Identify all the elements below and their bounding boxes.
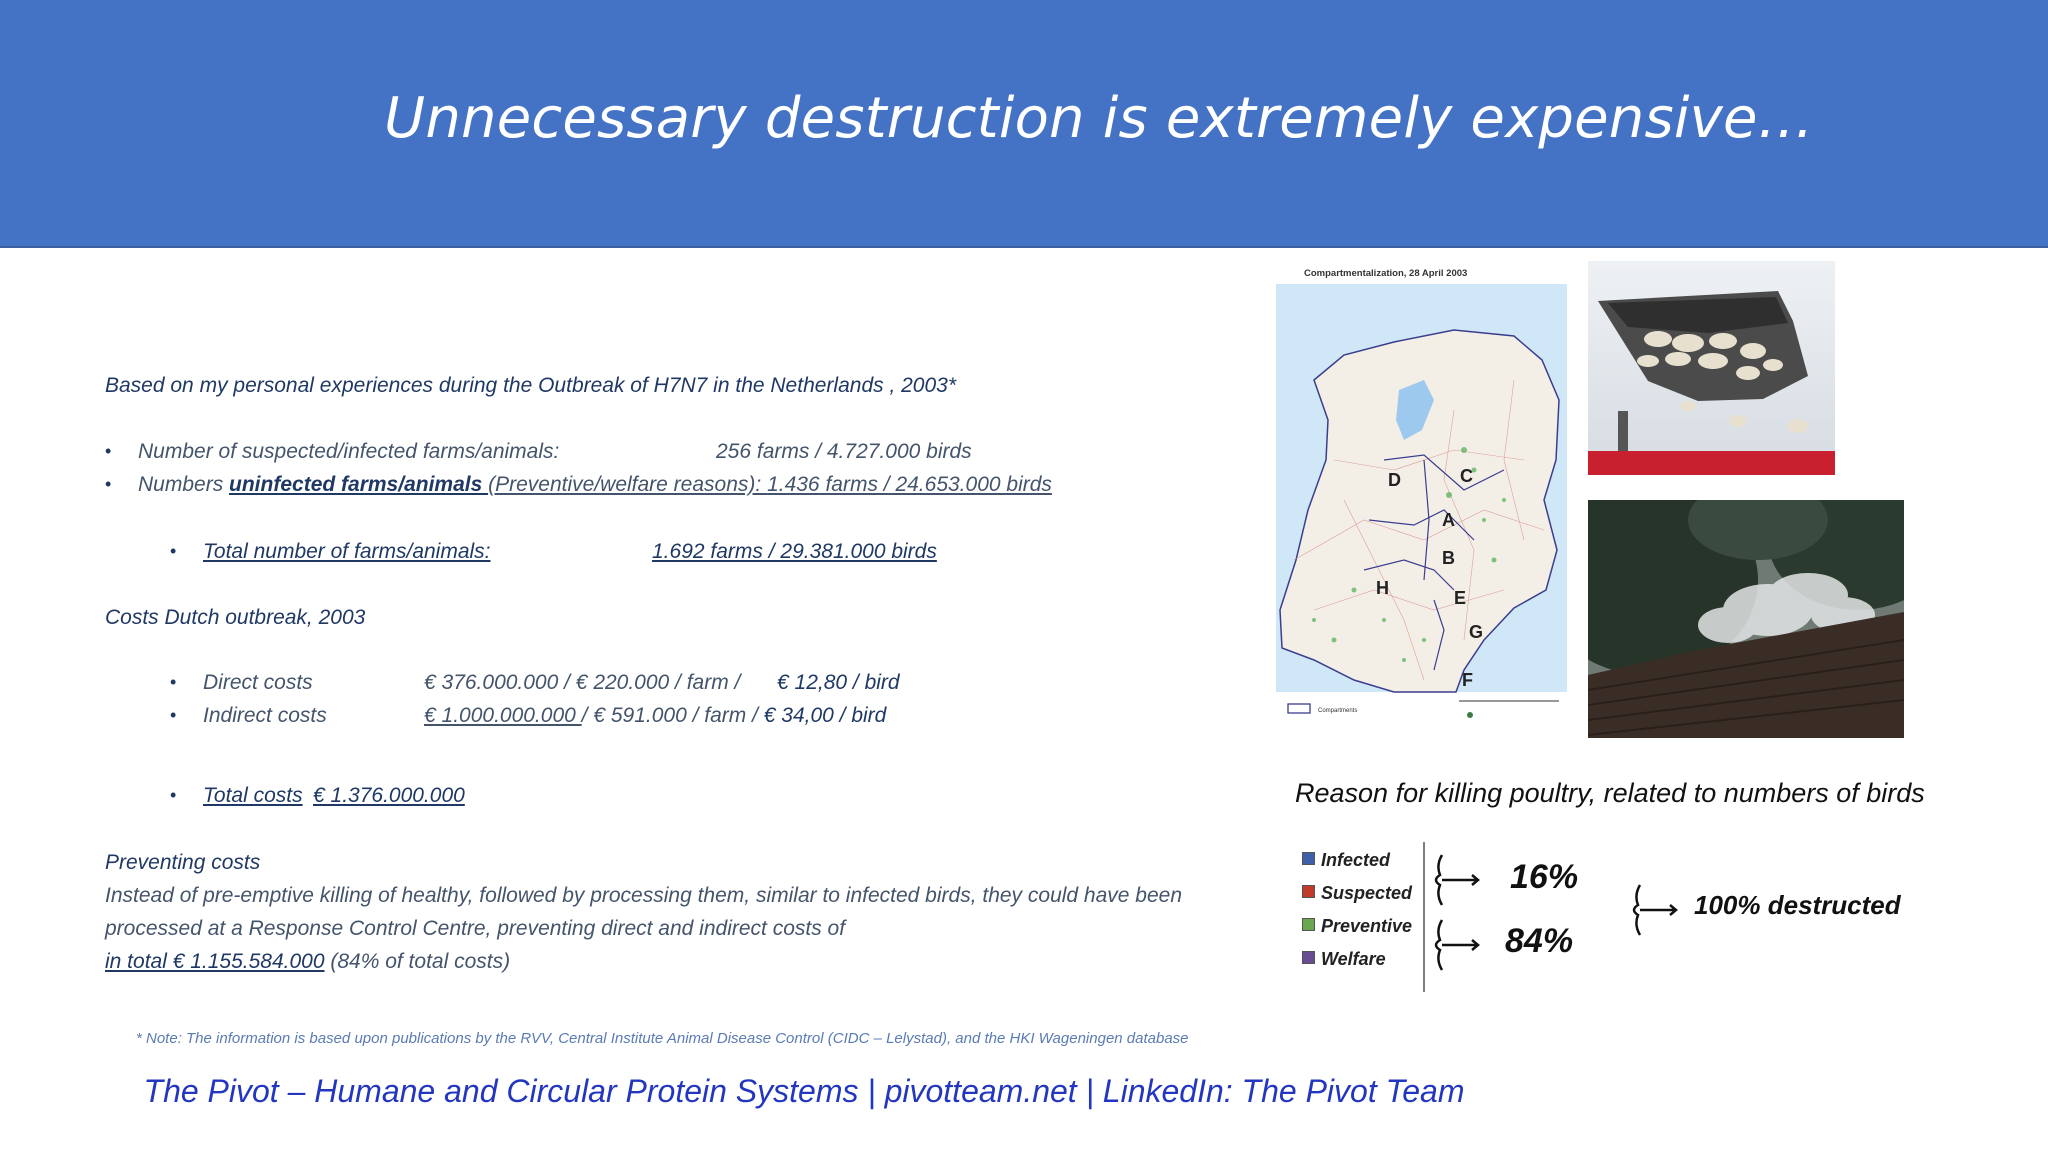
brace-top (1436, 855, 1442, 905)
uninfected-value: 1.436 farms / 24.653.000 birds (767, 473, 1052, 496)
footer-credit[interactable]: The Pivot – Humane and Circular Protein Systems | pivotteam.net | LinkedIn: The Pivot Team (143, 1073, 1465, 1109)
uninfected-reason: (Preventive/welfare reasons): (488, 473, 768, 496)
total-costs-value: € 1.376.000.000 (313, 784, 465, 807)
bullet-dot: • (170, 672, 177, 692)
pct-infected-suspected: 16% (1510, 858, 1579, 896)
costs-heading: Costs Dutch outbreak, 2003 (105, 606, 366, 629)
map-legend-compartments: Compartments (1318, 708, 1358, 714)
arrow-right (1640, 905, 1676, 915)
indirect-costs-label: Indirect costs (203, 704, 327, 727)
legend-label: Welfare (1321, 949, 1386, 969)
legend-infected (1302, 850, 1390, 871)
region-label-g: G (1469, 622, 1484, 642)
bullet-dot: • (105, 474, 112, 494)
brace-bottom (1436, 920, 1442, 970)
region-label-d: D (1388, 470, 1401, 490)
preventing-total-line (105, 950, 510, 974)
preventing-heading: Preventing costs (105, 851, 261, 874)
preventing-line-1: Instead of pre-emptive killing of healthy, followed by processing them, similar to infected birds, they could have been (105, 884, 1183, 907)
arrow-top (1442, 875, 1478, 885)
region-label-f: F (1462, 670, 1473, 690)
uninfected-link[interactable]: uninfected farms/animals (229, 473, 489, 496)
legend-swatch-welfare (1302, 951, 1315, 964)
legend-swatch-infected (1302, 852, 1315, 865)
indirect-costs-line (424, 704, 886, 728)
region-label-h: H (1376, 578, 1389, 598)
bullet-dot: • (170, 785, 177, 805)
compartment-map (1274, 260, 1569, 720)
legend-suspected (1302, 883, 1412, 904)
suspected-label: Number of suspected/infected farms/animals: (138, 440, 560, 463)
legend-preventive (1302, 916, 1412, 937)
region-label-c: C (1460, 466, 1473, 486)
preventing-pct-note: (84% of total costs) (324, 950, 511, 973)
arrow-bottom (1442, 940, 1478, 950)
chart-title: Reason for killing poultry, related to numbers of birds (1295, 778, 1925, 808)
uninfected-line (138, 473, 1052, 497)
brace-right (1634, 885, 1640, 935)
total-farms-label: Total number of farms/animals: (203, 540, 491, 563)
total-destructed: 100% destructed (1694, 890, 1901, 920)
netherlands-map-graphic (1274, 260, 1569, 720)
total-farms-value: 1.692 farms / 29.381.000 birds (652, 540, 937, 563)
indirect-costs-farm: / € 591.000 / farm / (581, 704, 758, 727)
preventing-line-2: processed at a Response Control Centre, preventing direct and indirect costs of (105, 917, 846, 940)
indirect-costs-bird: € 34,00 / bird (763, 704, 887, 727)
total-costs-label: Total costs (203, 784, 303, 807)
direct-costs-label: Direct costs (203, 671, 313, 694)
legend-label: Preventive (1321, 916, 1413, 936)
uninfected-prefix: Numbers (138, 473, 230, 496)
intro-text: Based on my personal experiences during the Outbreak of H7N7 in the Netherlands , 2003* (105, 374, 957, 397)
preventing-total: in total € 1.155.584.000 (105, 950, 325, 973)
title-banner (0, 0, 2048, 248)
photo-smoking-barn (1588, 500, 1904, 738)
map-title: Compartmentalization, 28 April 2003 (1304, 268, 1468, 279)
legend-label: Suspected (1321, 883, 1413, 903)
legend-swatch-preventive (1302, 918, 1315, 931)
legend-swatch-suspected (1302, 885, 1315, 898)
region-label-a: A (1442, 510, 1455, 530)
indirect-costs-amount: € 1.000.000.000 (424, 704, 582, 727)
region-label-b: B (1442, 548, 1455, 568)
legend-label: Infected (1321, 850, 1391, 870)
slide-title: Unnecessary destruction is extremely expensive… (384, 86, 1814, 151)
region-label-e: E (1454, 588, 1467, 608)
photo-bucket-culling (1588, 261, 1835, 475)
bullet-dot: • (105, 441, 112, 461)
pct-preventive-welfare: 84% (1505, 922, 1574, 960)
legend-welfare (1302, 949, 1386, 970)
bullet-dot: • (170, 541, 177, 561)
bullet-dot: • (170, 705, 177, 725)
suspected-value: 256 farms / 4.727.000 birds (716, 440, 972, 463)
footnote: * Note: The information is based upon publications by the RVV, Central Institute Animal Disease Control (CIDC – Lelystad), and the HKI Wageningen database (136, 1030, 1189, 1047)
direct-costs-amount: € 376.000.000 / € 220.000 / farm / (424, 671, 741, 694)
direct-costs-bird: € 12,80 / bird (777, 671, 900, 694)
